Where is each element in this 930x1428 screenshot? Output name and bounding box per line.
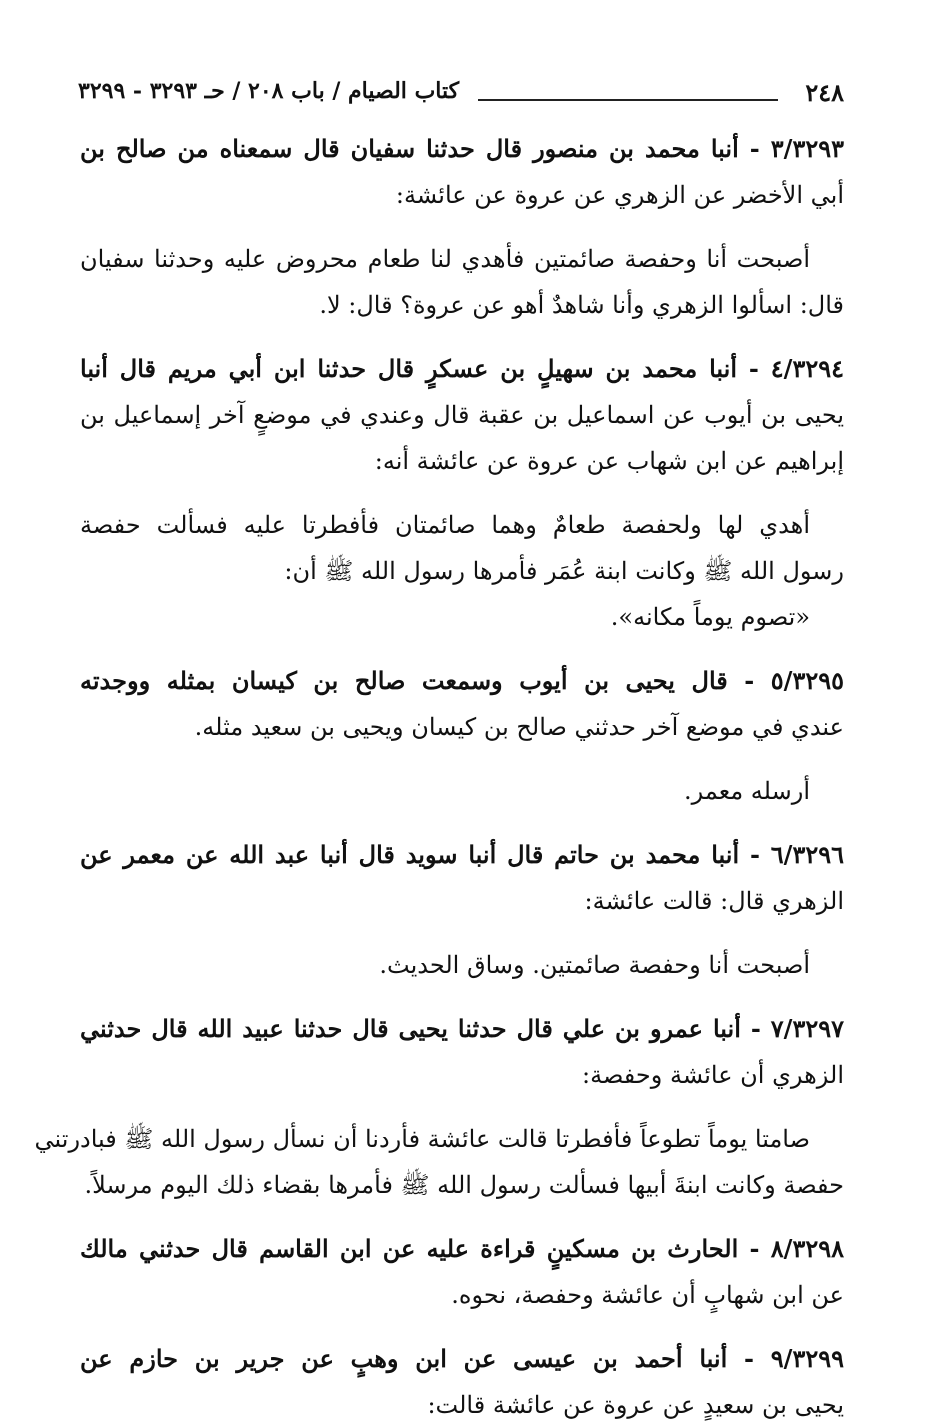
page-header [78,78,844,118]
spacer [80,924,844,942]
hadith-3294-quote: «تصوم يوماً مكانه». [610,603,810,631]
hadith-3299-line-1: ٩/٣٢٩٩ - أنبا أحمد بن عيسى عن ابن وهبٍ عن جرير بن حازم عن [80,1344,844,1373]
hadith-3293-text-1: أصبحت أنا وحفصة صائمتين فأهدي لنا طعام محروض عليه وحدثنا سفيان [80,245,811,273]
hadith-3293-text-2: قال: اسألوا الزهري وأنا شاهدٌ أهو عن عروة؟ قال: لا. [319,291,844,319]
hadith-3296-line-1: ٦/٣٢٩٦ - أنبا محمد بن حاتم قال أنبا سويد قال أنبا عبد الله عن معمر عن [80,840,844,869]
spacer [80,484,844,502]
spacer [80,1098,844,1116]
hadith-3297-text-1: صامتا يوماً تطوعاً فأفطرتا قالت عائشة فأردنا أن نسأل رسول الله ﷺ فبادرتني [34,1125,810,1153]
hadith-3298-line-2: عن ابن شهابٍ أن عائشة وحفصة، نحوه. [451,1281,844,1309]
spacer [80,1318,844,1336]
spacer [80,218,844,236]
hadith-3294-line-2: يحيى بن أيوب عن اسماعيل بن عقبة قال وعندي في موضعٍ آخر إسماعيل بن [80,401,844,429]
hadith-3296-line-2: الزهري قال: قالت عائشة: [584,887,844,915]
header-rule [478,99,778,101]
hadith-3295-line-2: عندي في موضع آخر حدثني صالح بن كيسان ويحيى بن سعيد مثله. [194,713,844,741]
hadith-3294-line-1: ٤/٣٢٩٤ - أنبا محمد بن سهيلٍ بن عسكرٍ قال حدثنا ابن أبي مريم قال أنبا [80,354,844,383]
hadith-3295-note: أرسله معمر. [684,777,810,805]
hadith-3295-line-1: ٥/٣٢٩٥ - قال يحيى بن أيوب وسمعت صالح بن كيسان بمثله ووجدته [80,666,844,695]
hadith-3293-line-2: أبي الأخضر عن الزهري عن عروة عن عائشة: [395,181,844,209]
spacer [80,328,844,346]
hadith-3294-text-2: رسول الله ﷺ وكانت ابنة عُمَر فأمرها رسول الله ﷺ أن: [284,557,844,585]
hadith-3297-text-2: حفصة وكانت ابنةَ أبيها فسألت رسول الله ﷺ فأمرها بقضاء ذلك اليوم مرسلاً. [84,1171,844,1199]
hadith-3294-text-1: أهدي لها ولحفصة طعامٌ وهما صائمتان فأفطرتا عليه فسألت حفصة [80,511,811,539]
spacer [80,1208,844,1226]
running-title: كتاب الصيام / باب ٢٠٨ / حـ ٣٢٩٣ - ٣٢٩٩ [78,78,460,104]
spacer [80,640,844,658]
hadith-3297-line-1: ٧/٣٢٩٧ - أنبا عمرو بن علي قال حدثنا يحيى قال حدثنا عبيد الله قال حدثني [80,1014,844,1043]
hadith-3297-line-2: الزهري أن عائشة وحفصة: [581,1061,844,1089]
body-text [34,126,844,1428]
spacer [80,814,844,832]
hadith-3298-line-1: ٨/٣٢٩٨ - الحارث بن مسكينٍ قراءة عليه عن ابن القاسم قال حدثني مالك [80,1234,844,1263]
spacer [80,750,844,768]
page-number: ٢٤٨ [805,78,844,107]
spacer [80,988,844,1006]
hadith-3294-line-3: إبراهيم عن ابن شهاب عن عروة عن عائشة أنه: [374,447,844,475]
hadith-3296-text: أصبحت أنا وحفصة صائمتين. وساق الحديث. [379,951,810,979]
hadith-3293-line-1: ٣/٣٢٩٣ - أنبا محمد بن منصور قال حدثنا سفيان قال سمعناه من صالح بن [80,134,844,163]
hadith-3299-line-2: يحيى بن سعيدٍ عن عروة عن عائشة قالت: [427,1391,844,1419]
